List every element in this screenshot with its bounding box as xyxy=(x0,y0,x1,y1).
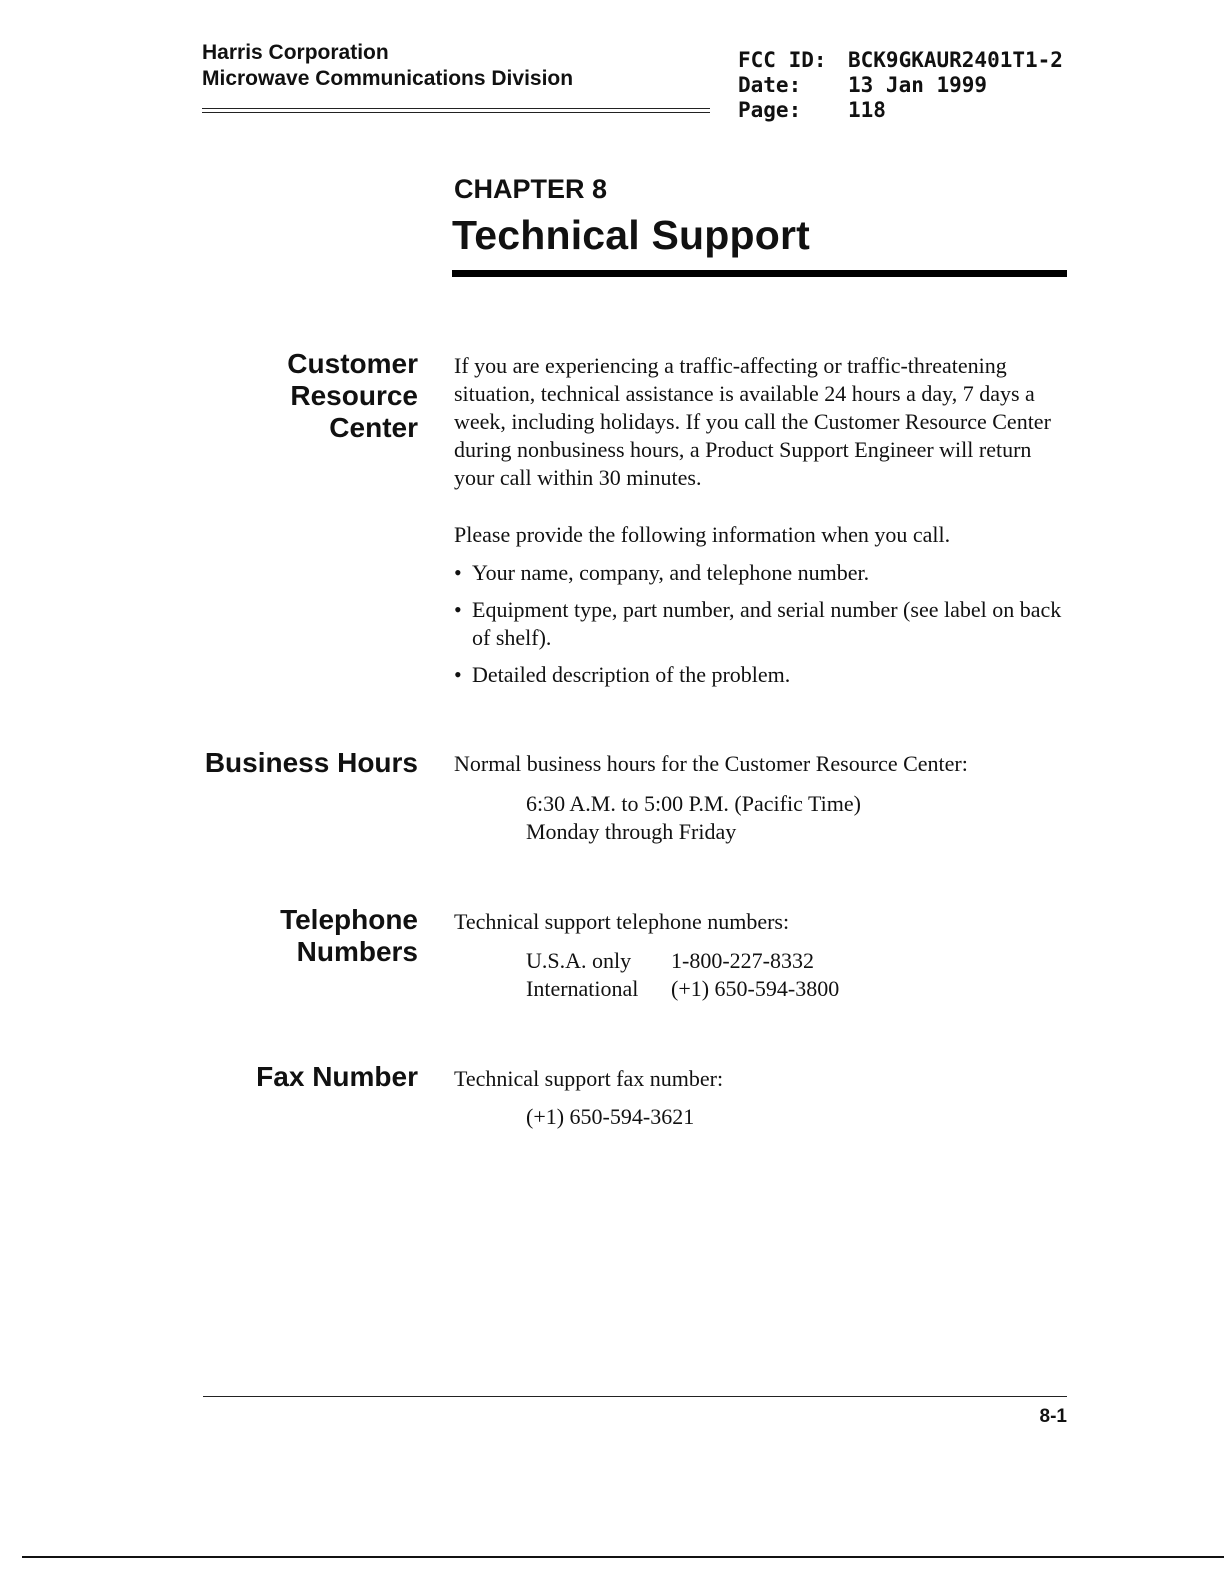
information-intro: Please provide the following information when you call. xyxy=(454,522,951,547)
fcc-info-block xyxy=(738,48,1063,123)
company-name: Harris Corporation xyxy=(202,41,389,64)
telephone-table xyxy=(526,947,839,1003)
business-hours-intro: Normal business hours for the Customer Resource Center: xyxy=(454,751,968,776)
customer-resource-body xyxy=(454,352,1066,492)
telephone-row xyxy=(526,947,839,975)
business-hours-time: 6:30 A.M. to 5:00 P.M. (Pacific Time) xyxy=(526,791,861,816)
list-item-text: Equipment type, part number, and serial number (see label on back of shelf). xyxy=(472,597,1062,650)
business-hours-days: Monday through Friday xyxy=(526,819,737,844)
telephone-row-number: (+1) 650-594-3800 xyxy=(671,976,840,1001)
date-label: Date: xyxy=(738,73,802,97)
telephone-heading-line1: Telephone xyxy=(280,904,418,935)
header-rule-bottom xyxy=(202,112,710,113)
footer-rule xyxy=(203,1396,1067,1397)
list-item-text: Your name, company, and telephone number. xyxy=(472,560,870,585)
customer-resource-heading-line2: Resource xyxy=(290,380,418,411)
bullet-icon: • xyxy=(454,597,462,622)
page-row xyxy=(738,98,1063,123)
page-label: Page: xyxy=(738,98,802,122)
telephone-row xyxy=(526,975,839,1003)
bullet-icon: • xyxy=(454,560,462,585)
telephone-heading xyxy=(280,904,418,968)
division-name: Microwave Communications Division xyxy=(202,67,574,90)
fax-intro: Technical support fax number: xyxy=(454,1066,724,1091)
telephone-row-label: U.S.A. only xyxy=(526,948,632,973)
fcc-id-label: FCC ID: xyxy=(738,48,827,72)
company-header xyxy=(202,40,573,92)
page-number: 8-1 xyxy=(1039,1406,1067,1427)
list-item xyxy=(454,559,1066,587)
business-hours-heading: Business Hours xyxy=(204,747,418,778)
fcc-id-value: BCK9GKAUR2401T1-2 xyxy=(848,48,1063,72)
telephone-row-number: 1-800-227-8332 xyxy=(671,948,814,973)
list-item-text: Detailed description of the problem. xyxy=(472,662,791,687)
telephone-intro: Technical support telephone numbers: xyxy=(454,909,790,934)
telephone-row-label: International xyxy=(526,976,639,1001)
fax-heading: Fax Number xyxy=(256,1061,418,1092)
scan-edge-line xyxy=(22,1556,1224,1558)
bullet-icon: • xyxy=(454,662,462,687)
list-item xyxy=(454,596,1066,652)
customer-resource-heading-line1: Customer xyxy=(287,348,418,379)
header-rule-top xyxy=(202,108,710,109)
customer-resource-heading xyxy=(287,348,418,444)
telephone-heading-line2: Numbers xyxy=(296,936,418,967)
customer-resource-heading-line3: Center xyxy=(329,412,418,443)
chapter-rule xyxy=(452,270,1067,277)
list-item xyxy=(454,661,1066,689)
date-value: 13 Jan 1999 xyxy=(848,73,988,97)
customer-resource-paragraph: If you are experiencing a traffic-affecting or traffic-threatening situation, technical assistance is available 24 hours a day, 7 days a week, including holidays. If you call the Customer Resource Center during nonbusiness hours, a Product Support Engineer will return your call within 30 minutes. xyxy=(454,353,1051,490)
date-row xyxy=(738,73,1063,98)
chapter-number: CHAPTER 8 xyxy=(454,174,608,204)
information-list xyxy=(454,559,1066,689)
business-hours-block xyxy=(526,790,861,846)
fax-number: (+1) 650-594-3621 xyxy=(526,1104,695,1129)
page-value: 118 xyxy=(848,98,886,122)
fcc-id-row xyxy=(738,48,1063,73)
information-request xyxy=(454,521,1066,698)
chapter-title: Technical Support xyxy=(452,212,811,258)
